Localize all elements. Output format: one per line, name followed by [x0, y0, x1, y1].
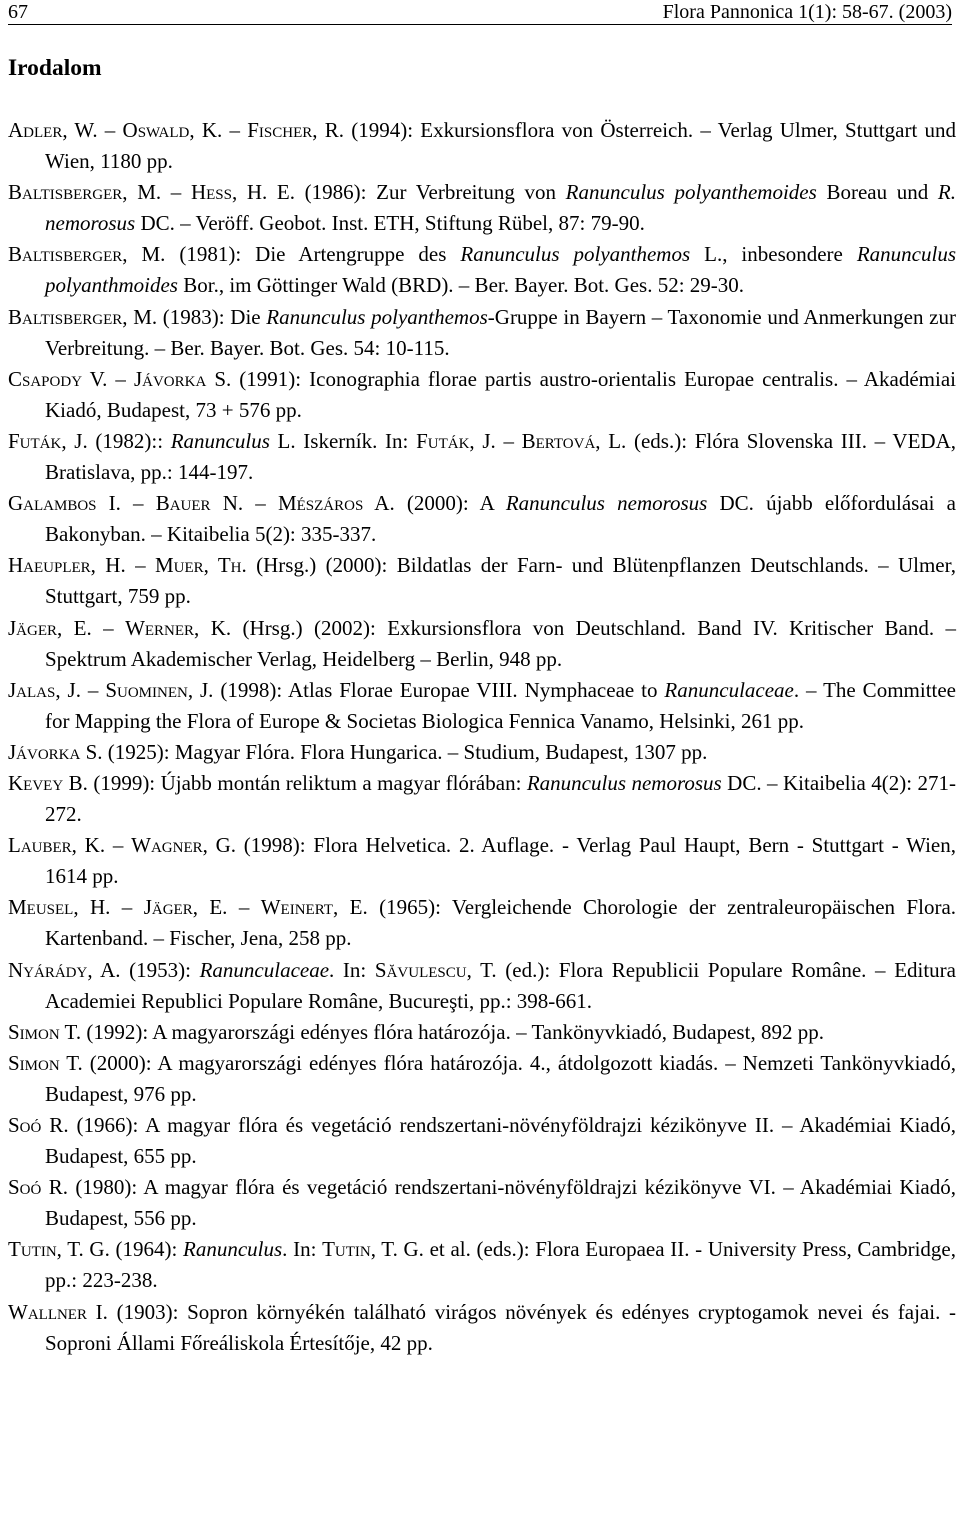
page-number: 67	[8, 1, 28, 23]
reference-text: (1986): Zur Verbreitung von	[295, 180, 566, 205]
reference-text: (1980): A magyar flóra és vegetáció rendszertani-növényföldrajzi kézikönyve VI. – Akadémiai Kiadó, Budapest, 556 pp.	[45, 1175, 956, 1231]
reference-text: –	[80, 677, 106, 702]
reference-entry	[8, 239, 956, 301]
reference-entry	[8, 830, 956, 892]
reference-entry	[8, 768, 956, 830]
reference-author: Kevey B.	[8, 770, 88, 795]
reference-text: (eds.): Flóra Slovenska III. – VEDA, Bratislava, pp.: 144-197.	[45, 428, 957, 485]
reference-author: Săvulescu, T.	[374, 957, 497, 982]
reference-text: –	[105, 833, 132, 858]
reference-text: (2000): A	[394, 491, 506, 516]
reference-taxon: Ranunculus	[183, 1237, 283, 1262]
reference-author: Oswald, K.	[122, 118, 223, 142]
reference-author: Baltisberger, M.	[8, 304, 158, 329]
reference-author: Csapody V.	[8, 366, 108, 391]
reference-text: Boreau und	[816, 180, 938, 205]
reference-text: (1964):	[109, 1237, 184, 1262]
reference-text: Bor., im Göttinger Wald (BRD). – Ber. Bayer. Bot. Ges. 52: 29-30.	[177, 273, 745, 298]
reference-text: (1925): Magyar Flóra. Flora Hungarica. – Studium, Budapest, 1307 pp.	[102, 739, 708, 764]
reference-entry	[8, 1297, 956, 1359]
reference-text: –	[125, 553, 155, 578]
reference-text: (1981): Die Artengruppe des	[165, 242, 461, 267]
reference-entry	[8, 1017, 956, 1048]
reference-text: (ed.): Flora Republicii Populare Române. – Editura Academiei Republici Populare Române, Bucureşti, pp.: 398-661.	[45, 957, 956, 1013]
reference-taxon: Ranunculus	[170, 428, 270, 453]
reference-author: Soó R.	[8, 1175, 68, 1200]
reference-text: et al. (eds.): Flora Europaea II. - University Press, Cambridge, pp.: 223-238.	[45, 1237, 956, 1293]
reference-taxon: Ranunculaceae	[199, 957, 330, 982]
reference-taxon: Ranunculus polyanthemoides	[565, 180, 817, 205]
reference-text: (1998): Flora Helvetica. 2. Auflage. - Verlag Paul Haupt, Bern - Stuttgart - Wien, 1614 pp.	[45, 833, 957, 889]
reference-text: (Hrsg.) (2002): Exkursionsflora von Deutschland. Band IV. Kritischer Band. – Spektrum Akademischer Verlag, Heidelberg – Berlin, 948 pp.	[45, 615, 957, 671]
reference-text: (1992): A magyarországi edényes flóra határozója. – Tankönyvkiadó, Budapest, 892 pp.	[81, 1019, 824, 1044]
reference-text: (1982)::	[87, 428, 171, 453]
reference-author: Bertová, L.	[521, 428, 627, 453]
reference-entry	[8, 675, 956, 737]
reference-list	[8, 115, 956, 1359]
reference-taxon: R. nemorosus	[45, 180, 956, 236]
reference-text: –	[222, 118, 248, 142]
reference-text: (1903): Sopron környékén található virágos növények és edényes cryptogamok nevei és fajai. - Soproni Állami Főreáliskola Értesítője, 42 pp.	[45, 1299, 956, 1355]
reference-text: DC. – Kitaibelia 4(2): 271-272.	[45, 770, 956, 827]
reference-author: Adler, W.	[8, 118, 98, 142]
reference-author: Mészáros A.	[277, 491, 395, 516]
reference-text: (1953):	[120, 957, 200, 982]
reference-author: Soó R.	[8, 1113, 69, 1137]
reference-text: -Gruppe in Bayern – Taxonomie und Anmerkungen zur Verbreitung. – Ber. Bayer. Bot. Ges. 54: 10-115.	[45, 304, 956, 360]
reference-text: (1965): Vergleichende Chorologie der zentraleuropäischen Flora. Kartenband. – Fischer, Jena, 258 pp.	[45, 895, 957, 951]
reference-entry	[8, 115, 956, 177]
reference-author: Jávorka S.	[8, 739, 103, 764]
reference-text: –	[107, 366, 134, 391]
reference-text: –	[495, 428, 522, 453]
reference-author: Futák, J.	[416, 428, 496, 453]
reference-author: Bauer N.	[155, 491, 244, 516]
reference-author: Weinert, E.	[260, 895, 368, 920]
reference-text: –	[110, 895, 144, 920]
reference-text: DC. – Veröff. Geobot. Inst. ETH, Stiftung Rübel, 87: 79-90.	[135, 211, 645, 236]
journal-citation: Flora Pannonica 1(1): 58-67. (2003)	[662, 1, 952, 23]
reference-text: –	[161, 180, 191, 205]
reference-text: (1991): Iconographia florae partis austro-orientalis Europae centralis. – Akadémiai Kiadó, Budapest, 73 + 576 pp.	[45, 366, 956, 422]
reference-text: (1999): Újabb montán reliktum a magyar flórában:	[87, 770, 527, 795]
reference-author: Baltisberger, M.	[8, 180, 162, 205]
reference-entry	[8, 1110, 956, 1172]
reference-author: Haeupler, H.	[8, 553, 126, 578]
reference-text: (1998): Atlas Florae Europae VIII. Nymphaceae to	[213, 677, 665, 702]
reference-author: Lauber, K.	[8, 833, 106, 858]
running-header	[8, 2, 952, 25]
reference-text: DC. újabb előfordulásai a Bakonyban. – Kitaibelia 5(2): 335-337.	[45, 491, 956, 547]
reference-author: Galambos I.	[8, 491, 121, 516]
reference-entry	[8, 177, 956, 239]
reference-text: L., inbesondere	[690, 242, 857, 267]
reference-text: (2000): A magyarországi edényes flóra határozója. 4., átdolgozott kiadás. – Nemzeti Tankönyvkiadó, Budapest, 976 pp.	[45, 1050, 956, 1106]
reference-text: –	[97, 118, 123, 142]
reference-author: Jávorka S.	[133, 366, 232, 391]
reference-entry	[8, 892, 956, 954]
reference-taxon: Ranunculus polyanthemos	[266, 304, 488, 329]
reference-text: (1966): A magyar flóra és vegetáció rendszertani-növényföldrajzi kézikönyve II. – Akadémiai Kiadó, Budapest, 655 pp.	[45, 1113, 957, 1169]
reference-author: Fischer, R.	[247, 118, 345, 142]
reference-entry	[8, 302, 956, 364]
reference-author: Nyárády, A.	[8, 957, 121, 982]
reference-entry	[8, 1172, 956, 1234]
reference-author: Hess, H. E.	[190, 180, 295, 205]
reference-author: Wagner, G.	[131, 833, 237, 858]
reference-author: Simon T.	[8, 1050, 83, 1075]
reference-author: Baltisberger, M.	[8, 242, 166, 267]
reference-text: L. Iskerník. In:	[269, 428, 417, 453]
reference-text: . – The Committee for Mapping the Flora of Europe & Societas Biologica Fennica Vanamo, Helsinki, 261 pp.	[45, 677, 957, 733]
reference-text: (1983): Die	[157, 304, 267, 329]
reference-author: Werner, K.	[125, 615, 232, 640]
reference-taxon: Ranunculus nemorosus	[505, 491, 708, 516]
reference-entry	[8, 488, 956, 550]
reference-taxon: Ranunculus nemorosus	[526, 770, 722, 795]
reference-text: . In:	[329, 957, 375, 982]
reference-author: Jäger, E.	[8, 615, 92, 640]
reference-entry	[8, 1048, 956, 1110]
reference-author: Muer, Th.	[154, 553, 247, 578]
reference-text: –	[91, 615, 126, 640]
reference-entry	[8, 1234, 956, 1296]
reference-taxon: Ranunculus polyanthemos	[460, 242, 691, 267]
reference-entry	[8, 426, 956, 488]
reference-author: Tutin, T. G.	[8, 1237, 110, 1262]
reference-author: Futák, J.	[8, 428, 88, 453]
reference-entry	[8, 737, 956, 768]
reference-author: Jalas, J.	[8, 677, 81, 702]
section-title: Irodalom	[8, 55, 102, 81]
reference-taxon: Ranunculaceae	[664, 677, 794, 702]
reference-taxon: Ranunculus polyanthmoides	[45, 242, 956, 298]
reference-text: (1994): Exkursionsflora von Österreich. – Verlag Ulmer, Stuttgart und Wien, 1180 pp.	[45, 118, 957, 174]
reference-author: Meusel, H.	[8, 895, 111, 920]
reference-entry	[8, 613, 956, 675]
reference-text: . In:	[282, 1237, 323, 1262]
reference-entry	[8, 955, 956, 1017]
reference-text: –	[243, 491, 278, 516]
reference-entry	[8, 550, 956, 612]
reference-text: (Hrsg.) (2000): Bildatlas der Farn- und Blütenpflanzen Deutschlands. – Ulmer, Stuttgart, 759 pp.	[45, 553, 956, 609]
reference-author: Suominen, J.	[105, 677, 214, 702]
reference-text: –	[120, 491, 156, 516]
reference-author: Jäger, E.	[143, 895, 228, 920]
reference-author: Wallner I.	[8, 1299, 108, 1324]
reference-text: –	[227, 895, 261, 920]
reference-author: Tutin, T. G.	[322, 1237, 424, 1262]
reference-author: Simon T.	[8, 1019, 82, 1044]
reference-entry	[8, 364, 956, 426]
